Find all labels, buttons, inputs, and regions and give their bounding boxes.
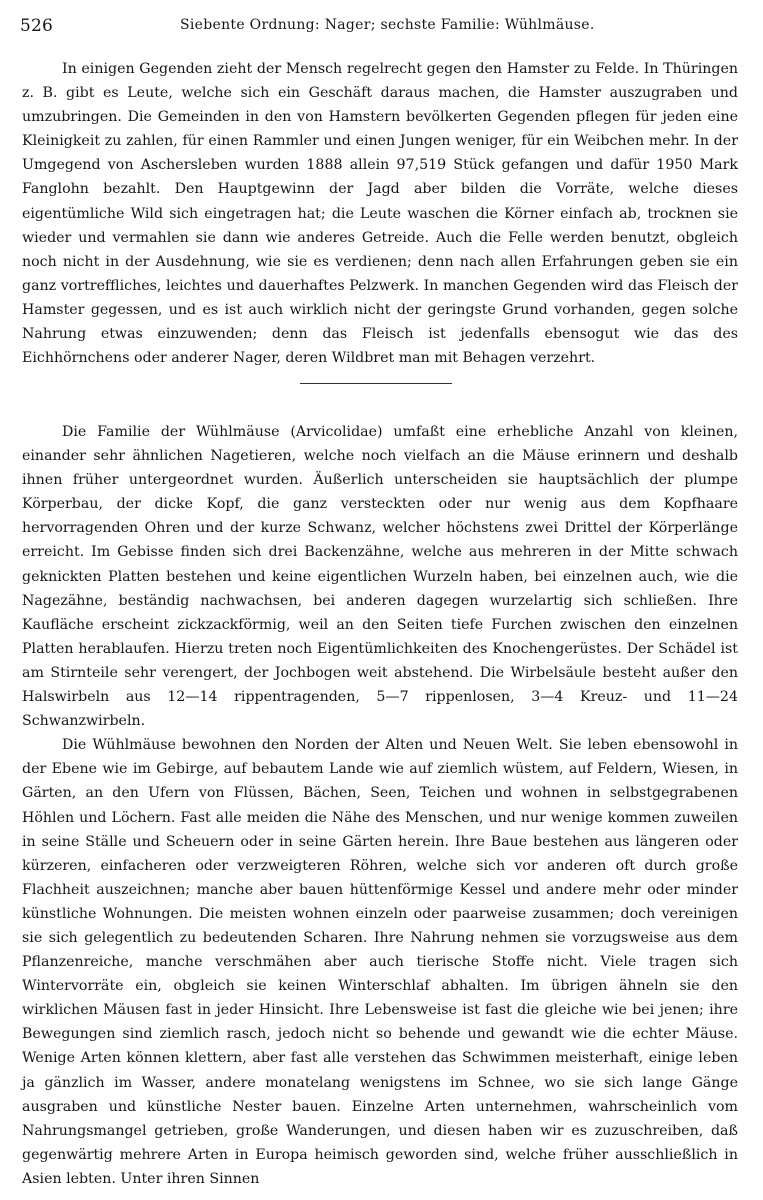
section-divider: [300, 383, 452, 384]
page-number: 526: [20, 16, 54, 36]
paragraph-hamster-hunting: In einigen Gegenden zieht der Mensch regelrecht gegen den Hamster zu Felde. In Thüringen z. B. gibt es Leute, welche sich ein Geschäft daraus machen, die Hamster auszugraben und umzubringen. Die Gemeinden in den von Hamstern bevölkerten Gegenden pflegen für jeden eine Kleinigkeit zu zahlen, für einen Rammler und einen Jungen weniger, für ein Weibchen mehr. In der Umgegend von Aschersleben wurden 1888 allein 97,519 Stück gefangen und dafür 1950 Mark Fanglohn bezahlt. Den Hauptgewinn der Jagd aber bilden die Vorräte, welche dieses eigentümliche Wild sich eingetragen hat; die Leute waschen die Körner einfach ab, trocknen sie wieder und vermahlen sie dann wie anderes Getreide. Auch die Felle werden benutzt, obgleich noch nicht in der Ausdehnung, wie sie es verdienen; denn nach allen Erfahrungen geben sie ein ganz vortreffliches, leichtes und dauerhaftes Pelzwerk. In manchen Gegenden wird das Fleisch der Hamster gegessen, und es ist auch wirklich nicht der geringste Grund vorhanden, gegen solche Nahrung etwas einzuwenden; denn das Fleisch ist jedenfalls ebensogut wie das des Eichhörnchens oder anderer Nager, deren Wildbret man mit Behagen verzehrt.: [22, 61, 738, 367]
hamster-section: [22, 57, 738, 370]
running-head: Siebente Ordnung: Nager; sechste Familie: Wühlmäuse.: [180, 17, 595, 33]
wuehlmaeuse-section: [22, 420, 738, 1191]
paragraph-family-description: Die Familie der Wühlmäuse (Arvicolidae) umfaßt eine erhebliche Anzahl von kleinen, einander sehr ähnlichen Nagetieren, welche noch vielfach an die Mäuse erinnern und deshalb ihnen früher untergeordnet wurden. Äußerlich unterscheiden sie hauptsächlich der plumpe Körperbau, der dicke Kopf, die ganz versteckten oder nur wenig aus dem Kopfhaare hervorragenden Ohren und der kurze Schwanz, welcher höchstens zwei Drittel der Körperlänge erreicht. Im Gebisse finden sich drei Backenzähne, welche aus mehreren in der Mitte schwach geknickten Platten bestehen und keine eigentlichen Wurzeln haben, bei einzelnen auch, wie die Nagezähne, beständig nachwachsen, bei anderen dagegen wurzelartig sich schließen. Ihre Kaufläche erscheint zickzackförmig, weil an den Seiten tiefe Furchen zwischen den einzelnen Platten herablaufen. Hierzu treten noch Eigentümlichkeiten des Knochengerüstes. Der Schädel ist am Stirnteile sehr verengert, der Jochbogen weit abstehend. Die Wirbelsäule besteht außer den Halswirbeln aus 12—14 rippentragenden, 5—7 rippenlosen, 3—4 Kreuz- und 11—24 Schwanzwirbeln.: [22, 424, 738, 730]
paragraph-habitat-description: Die Wühlmäuse bewohnen den Norden der Alten und Neuen Welt. Sie leben ebensowohl in der Ebene wie im Gebirge, auf bebautem Lande wie auf ziemlich wüstem, auf Feldern, Wiesen, in Gärten, an den Ufern von Flüssen, Bächen, Seen, Teichen und wohnen in selbstgegrabenen Höhlen und Löchern. Fast alle meiden die Nähe des Menschen, und nur wenige kommen zuweilen in seine Ställe und Scheuern oder in seine Gärten herein. Ihre Baue bestehen aus längeren oder kürzeren, einfacheren oder verzweigteren Röhren, welche sich vor anderen oft durch große Flachheit auszeichnen; manche aber bauen hüttenförmige Kessel und andere mehr oder minder künstliche Wohnungen. Die meisten wohnen einzeln oder paarweise zusammen; doch vereinigen sie sich gelegentlich zu bedeutenden Scharen. Ihre Nahrung nehmen sie vorzugsweise aus dem Pflanzenreiche, manche verschmähen aber auch tierische Stoffe nicht. Viele tragen sich Wintervorräte ein, obgleich sie keinen Winterschlaf abhalten. Im übrigen ähneln sie den wirklichen Mäusen fast in jeder Hinsicht. Ihre Lebensweise ist fast die gleiche wie bei jenen; ihre Bewegungen sind ziemlich rasch, jedoch nicht so behende und gewandt wie die echter Mäuse. Wenige Arten können klettern, aber fast alle verstehen das Schwimmen meisterhaft, einige leben ja gänzlich im Wasser, andere monatelang wenigstens im Schnee, wo sie sich lange Gänge ausgraben und künstliche Nester bauen. Einzelne Arten unternehmen, wahrscheinlich vom Nahrungsmangel getrieben, große Wanderungen, und diesen haben wir es zuzuschreiben, daß gegenwärtig mehrere Arten in Europa heimisch geworden sind, welche früher ausschließlich in Asien lebten. Unter ihren Sinnen: [22, 737, 738, 1187]
page-header: [20, 12, 741, 42]
